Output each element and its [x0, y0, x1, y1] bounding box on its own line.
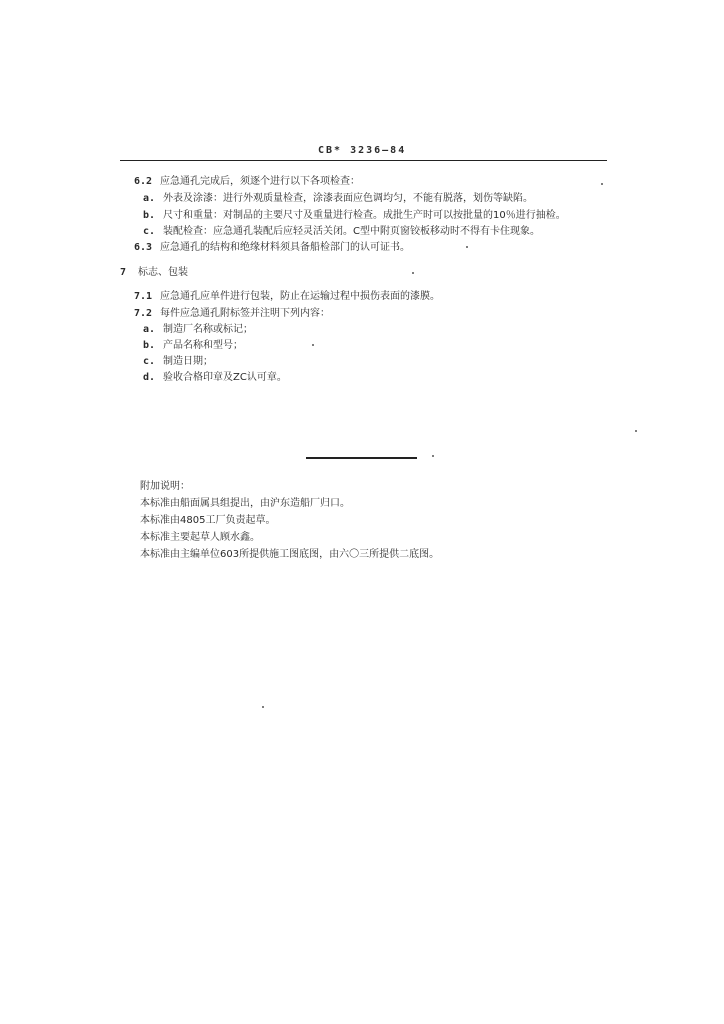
- clause-number-7-2: 7.2: [134, 308, 153, 319]
- header-rule: [120, 160, 607, 161]
- section-title-7: 标志、包装: [138, 267, 188, 278]
- subitem-text-7-2-d: 验收合格印章及ZC认可章。: [163, 372, 287, 383]
- end-of-text-rule: [306, 457, 417, 459]
- scan-speck: [312, 344, 314, 346]
- notes-line: 本标准主要起草人顾水鑫。: [140, 532, 260, 543]
- scan-speck: [601, 183, 603, 185]
- subitem-marker-7-2-c: c.: [143, 356, 156, 367]
- clause-number-6-3: 6.3: [134, 242, 153, 253]
- subitem-text-7-2-a: 制造厂名称或标记；: [163, 324, 253, 335]
- scan-speck: [635, 430, 637, 432]
- clause-text-6-3: 应急通孔的结构和绝缘材料须具备船检部门的认可证书。: [160, 242, 410, 253]
- scan-speck: [262, 706, 264, 708]
- scan-speck: [412, 272, 414, 274]
- subitem-marker-7-2-d: d.: [143, 372, 156, 383]
- subitem-text-7-2-b: 产品名称和型号；: [163, 340, 243, 351]
- clause-text-6-2: 应急通孔完成后，须逐个进行以下各项检查：: [160, 176, 360, 187]
- clause-text-7-2: 每件应急通孔附标签并注明下列内容：: [160, 308, 330, 319]
- subitem-marker-6-2-c: c.: [143, 226, 156, 237]
- notes-line: 本标准由主编单位603所提供施工图底图，由六〇三所提供二底图。: [140, 549, 440, 560]
- section-number-7: 7: [120, 267, 127, 278]
- subitem-marker-7-2-a: a.: [143, 324, 156, 335]
- subitem-marker-7-2-b: b.: [143, 340, 156, 351]
- scan-speck: [466, 246, 468, 248]
- subitem-text-6-2-a: 外表及涂漆：进行外观质量检查，涂漆表面应色调均匀，不能有脱落，划伤等缺陷。: [163, 193, 533, 204]
- subitem-marker-6-2-a: a.: [143, 193, 156, 204]
- standard-code-header: CB* 3236—84: [318, 145, 407, 156]
- subitem-text-7-2-c: 制造日期；: [163, 356, 213, 367]
- clause-number-6-2: 6.2: [134, 176, 153, 187]
- notes-line: 本标准由4805工厂负责起草。: [140, 515, 276, 526]
- clause-number-7-1: 7.1: [134, 291, 153, 302]
- scan-speck: [432, 455, 434, 457]
- clause-text-7-1: 应急通孔应单件进行包装，防止在运输过程中损伤表面的漆膜。: [160, 291, 440, 302]
- subitem-text-6-2-c: 装配检查：应急通孔装配后应轻灵活关闭。C型中附页窗铰板移动时不得有卡住现象。: [163, 226, 540, 237]
- subitem-text-6-2-b: 尺寸和重量：对制品的主要尺寸及重量进行检查。成批生产时可以按批量的10％进行抽检。: [163, 210, 566, 221]
- notes-line: 本标准由船面属具组提出，由沪东造船厂归口。: [140, 498, 350, 509]
- notes-title: 附加说明：: [140, 481, 190, 492]
- subitem-marker-6-2-b: b.: [143, 210, 156, 221]
